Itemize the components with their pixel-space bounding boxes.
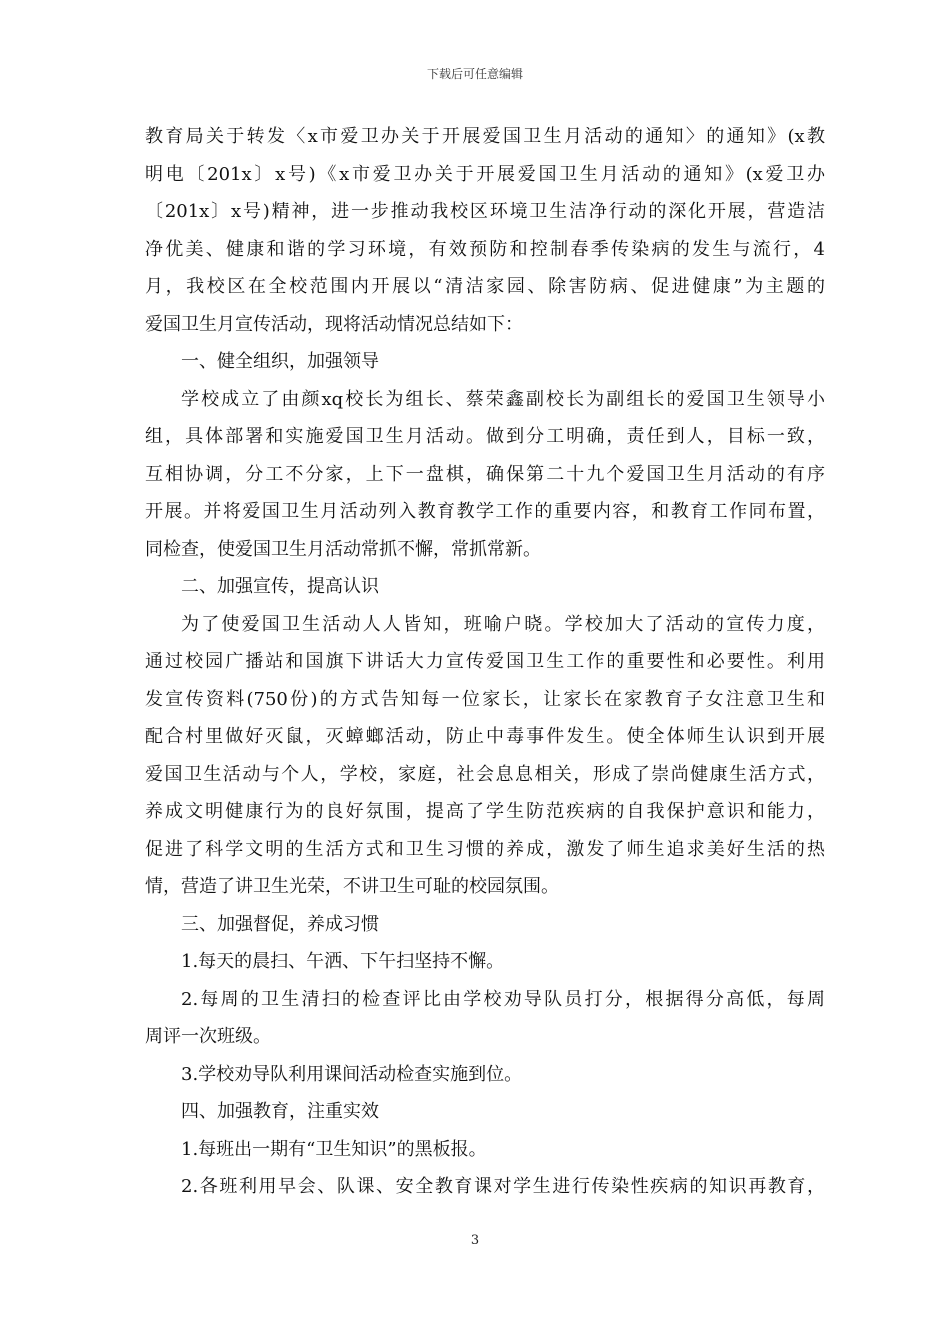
text-line: 促进了科学文明的生活方式和卫生习惯的养成，激发了师生追求美好生活的热: [145, 838, 825, 860]
section-heading: 二、加强宣传，提高认识: [181, 576, 379, 597]
text-line: 爱国卫生月宣传活动，现将活动情况总结如下：: [145, 313, 523, 335]
document-body: [145, 118, 825, 1206]
text-line: 情，营造了讲卫生光荣，不讲卫生可耻的校园氛围。: [145, 876, 559, 897]
section-heading: 四、加强教育，注重实效: [181, 1101, 379, 1122]
list-item: 1.每班出一期有“卫生知识”的黑板报。: [181, 1138, 487, 1160]
text-line: 月，我校区在全校范围内开展以“清洁家园、除害防病、促进健康”为主题的: [145, 276, 825, 297]
list-item: 3.学校劝导队利用课间活动检查实施到位。: [181, 1063, 523, 1085]
page-header: 下载后可任意编辑: [426, 67, 523, 81]
text-line: 养成文明健康行为的良好氛围，提高了学生防范疾病的自我保护意识和能力，: [145, 801, 825, 822]
page-number: 3: [470, 1233, 480, 1248]
text-line: 配合村里做好灭鼠，灭蟑螂活动，防止中毒事件发生。使全体师生认识到开展: [145, 726, 825, 747]
text-line: 组，具体部署和实施爱国卫生月活动。做到分工明确，责任到人，目标一致，: [145, 426, 825, 447]
text-line: 净优美、健康和谐的学习环境，有效预防和控制春季传染病的发生与流行，4: [145, 238, 825, 260]
text-line: 周评一次班级。: [145, 1026, 271, 1047]
section-heading: 三、加强督促，养成习惯: [181, 913, 379, 935]
text-line: 发宣传资料(750份)的方式告知每一位家长，让家长在家教育子女注意卫生和: [145, 688, 825, 710]
text-line: 同检查，使爱国卫生月活动常抓不懈，常抓常新。: [145, 538, 541, 560]
text-line: 〔201x〕x号)精神，进一步推动我校区环境卫生洁净行动的深化开展，营造洁: [145, 201, 825, 222]
list-item: 1.每天的晨扫、午洒、下午扫坚持不懈。: [181, 951, 505, 972]
text-line: 爱国卫生活动与个人，学校，家庭，社会息息相关，形成了崇尚健康生活方式，: [145, 763, 825, 785]
text-line: 学校成立了由颜xq校长为组长、蔡荣鑫副校长为副组长的爱国卫生领导小: [181, 388, 825, 410]
list-item: 2.每周的卫生清扫的检查评比由学校劝导队员打分，根据得分高低，每周: [181, 988, 825, 1010]
text-line: 明电〔201x〕x号)《x市爱卫办关于开展爱国卫生月活动的通知》(x爱卫办: [145, 163, 825, 185]
text-line: 教育局关于转发〈x市爱卫办关于开展爱国卫生月活动的通知〉的通知》(x教: [145, 126, 825, 147]
text-line: 互相协调，分工不分家，上下一盘棋，确保第二十九个爱国卫生月活动的有序: [145, 463, 825, 485]
text-line: 开展。并将爱国卫生月活动列入教育教学工作的重要内容，和教育工作同布置，: [145, 501, 825, 522]
list-item: 2.各班利用早会、队课、安全教育课对学生进行传染性疾病的知识再教育，: [181, 1176, 825, 1197]
text-line: 通过校园广播站和国旗下讲话大力宣传爱国卫生工作的重要性和必要性。利用: [145, 651, 825, 672]
text-line: 为了使爱国卫生活动人人皆知，班喻户晓。学校加大了活动的宣传力度，: [181, 613, 825, 635]
section-heading: 一、健全组织，加强领导: [181, 351, 379, 372]
